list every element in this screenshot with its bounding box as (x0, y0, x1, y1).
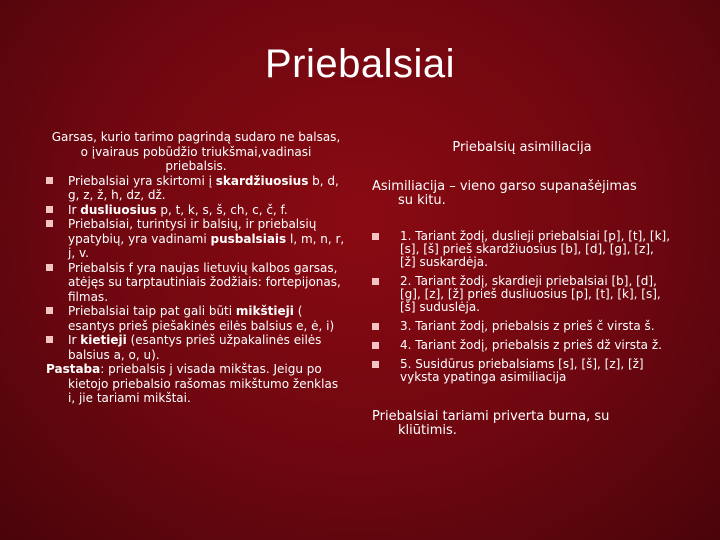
bullet-bold-term: pusbalsiais (210, 231, 287, 246)
closing-text: Priebalsiai tariami priverta burna, su (372, 409, 610, 424)
note-continuation: kietojo priebalsio rašomas mikštumo ženklas i, jie tariami mikštai. (68, 376, 339, 405)
bullet-text: b, d, g, z, ž, h, dz, dž. (68, 173, 339, 202)
list-item (46, 217, 346, 261)
intro-text: Garsas, kurio tarimo pagrindą sudaro ne balsas, o įvairaus pobūdžio triukšmai,vadinasi priebalsis. (51, 130, 341, 173)
bullet-text: l, m, n, r, j, v. (68, 231, 345, 260)
list-item-text: 5. Susidūrus priebalsiams [s], [š], [z], [ž] vyksta ypatinga asimiliacija (400, 357, 644, 384)
list-item-text: 3. Tariant žodį, priebalsis z prieš č virsta š. (400, 319, 655, 333)
bullet-bold-term: mikštieji (235, 304, 294, 318)
definition (372, 180, 672, 208)
square-bullet-icon (46, 220, 53, 227)
bullet-text: p, t, k, s, š, ch, c, č, f. (156, 202, 288, 217)
definition-continuation: su kitu. (398, 193, 446, 208)
list-item (372, 358, 672, 384)
bullet-text: Ir (68, 333, 81, 347)
section-heading: Priebalsių asimiliacija (452, 140, 592, 155)
closing-continuation: kliūtimis. (398, 423, 457, 438)
bullet-text: Priebalsis f yra naujas lietuvių kalbos garsas, atėjęs su tarptautiniais žodžiais: fortepijonas, filmas. (68, 260, 341, 304)
bullet-bold-term: kietieji (80, 333, 127, 347)
definition-text: Asimiliacija – vieno garso supanašėjimas (372, 179, 637, 194)
list-item-text: 2. Tariant žodį, skardieji priebalsiai [b], [d], [g], [z], [ž] prieš dusliuosius [p], [t], [k], [s], [š] suduslėja. (400, 274, 661, 314)
square-bullet-icon (46, 336, 53, 343)
square-bullet-icon (46, 206, 53, 213)
bullet-text: ( esantys prieš piešakinės eilės balsius e, ė, i) (68, 304, 335, 333)
list-item (372, 320, 672, 333)
list-item (46, 261, 346, 305)
note (46, 362, 346, 406)
list-item (46, 333, 346, 362)
closing-statement (372, 410, 672, 438)
list-item (46, 304, 346, 333)
list-item (372, 230, 672, 269)
square-bullet-icon (372, 278, 379, 285)
list-item-text: 4. Tariant žodį, priebalsis z prieš dž virsta ž. (400, 338, 662, 352)
bullet-text: Priebalsiai taip pat gali būti (68, 304, 236, 318)
list-item (372, 275, 672, 314)
square-bullet-icon (372, 342, 379, 349)
left-column (46, 130, 346, 406)
square-bullet-icon (372, 233, 379, 240)
square-bullet-icon (46, 264, 53, 271)
list-item-text: 1. Tariant žodį, duslieji priebalsiai [p], [t], [k], [s], [š] prieš skardžiuosius [b], [d], [g], [z], [ž] suskardėja. (400, 229, 671, 269)
right-column (372, 140, 672, 438)
bullet-bold-term: dusliuosius (80, 202, 157, 217)
bullet-text: (esantys prieš užpakalinės eilės balsius a, o, u). (68, 333, 322, 362)
square-bullet-icon (46, 177, 53, 184)
note-text: : priebalsis j visada mikštas. Jeigu po (100, 362, 322, 376)
square-bullet-icon (372, 323, 379, 330)
list-item (372, 339, 672, 352)
bullet-text: Ir (68, 202, 81, 217)
bullet-text: Priebalsiai yra skirtomi į (68, 173, 216, 188)
note-label: Pastaba (46, 362, 101, 376)
square-bullet-icon (46, 307, 53, 314)
list-item (46, 174, 346, 203)
bullet-bold-term: skardžiuosius (215, 173, 309, 188)
square-bullet-icon (372, 361, 379, 368)
list-item (46, 203, 346, 218)
slide-title: Priebalsiai (264, 42, 456, 86)
assimilation-list (372, 230, 672, 384)
bullet-text: Priebalsiai, turintysi ir balsių, ir priebalsių ypatybių, yra vadinami (68, 217, 317, 246)
